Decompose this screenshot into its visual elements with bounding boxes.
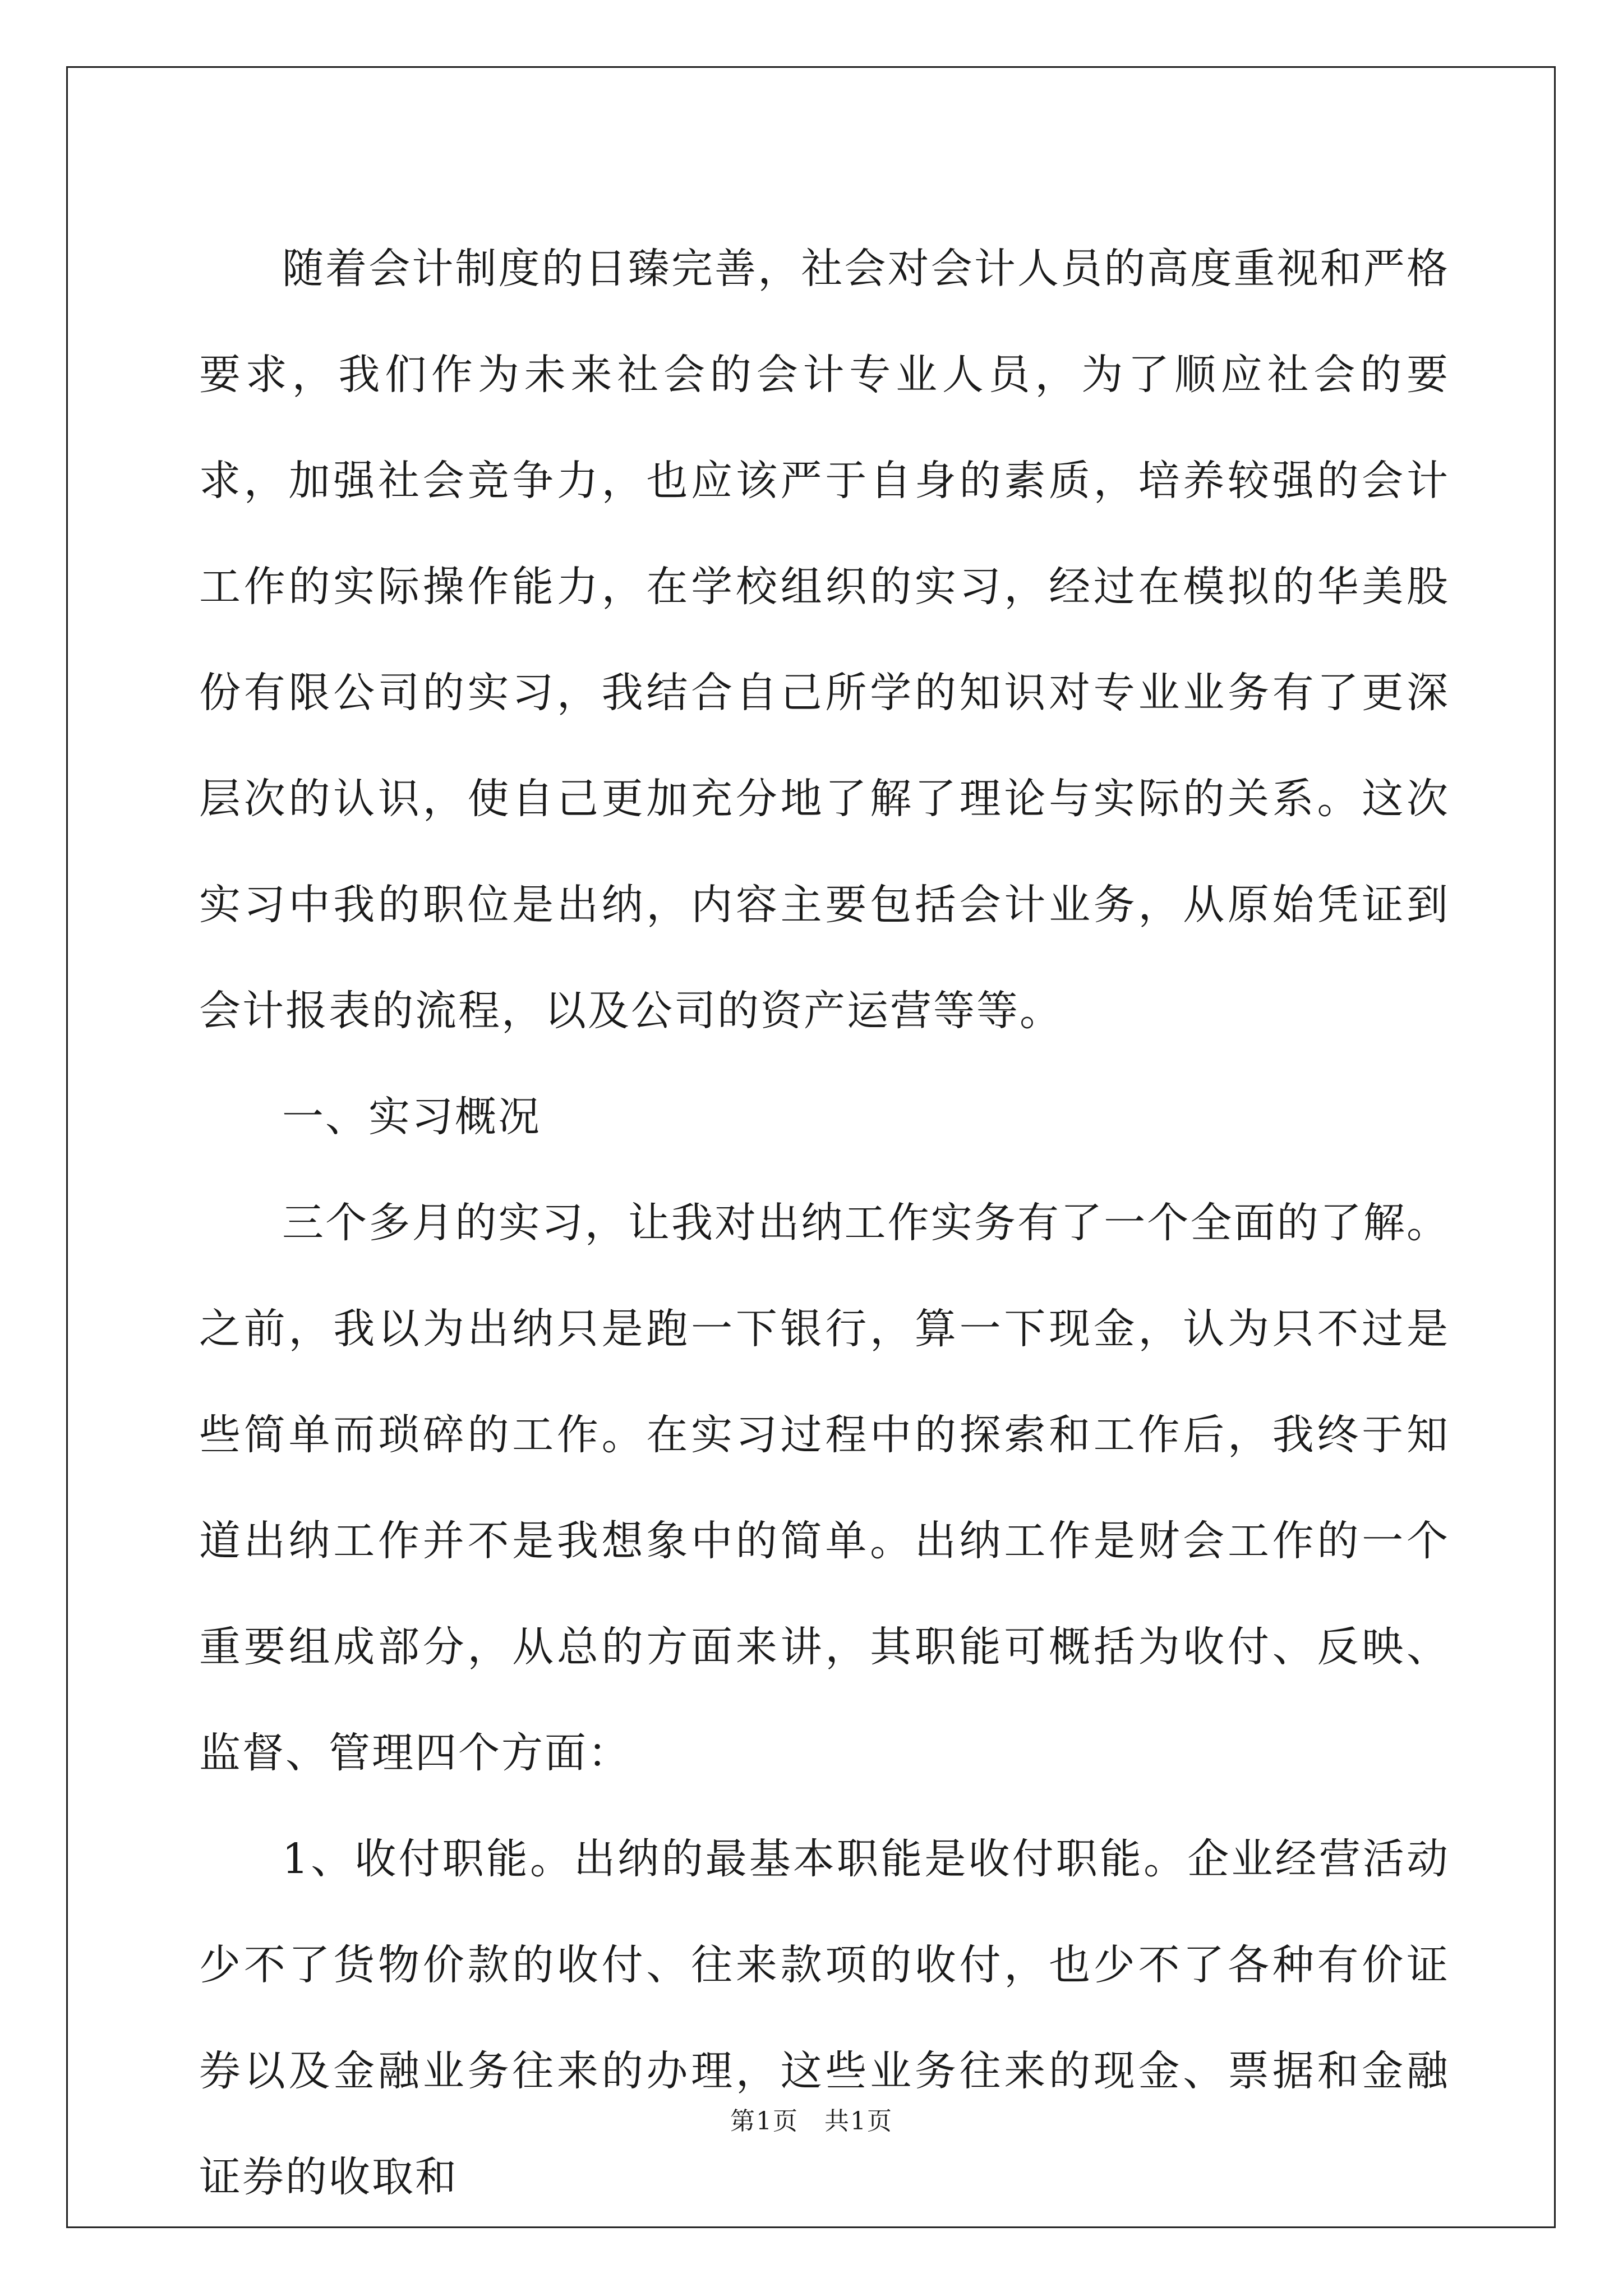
paragraph-overview: 三个多月的实习，让我对出纳工作实务有了一个全面的了解。之前，我以为出纳只是跑一下银行，算一下现金，认为只不过是些简单而琐碎的工作。在实习过程中的探索和工作后，我终于知道出纳工作并不是我想象中的简单。出纳工作是财会工作的一个重要组成部分，从总的方面来讲，其职能可概括为收付、反映、监督、管理四个方面： xyxy=(199,1199,1450,1777)
section-heading: 一、实习概况 xyxy=(282,1093,541,1141)
page-footer: 第1页 共1页 xyxy=(730,2107,893,2136)
document-body xyxy=(199,216,1450,2230)
paragraph-intro: 随着会计制度的日臻完善，社会对会计人员的高度重视和严格要求，我们作为未来社会的会计专业人员，为了顺应社会的要求，加强社会竞争力，也应该严于自身的素质，培养较强的会计工作的实际操作能力，在学校组织的实习，经过在模拟的华美股份有限公司的实习，我结合自己所学的知识对专业业务有了更深层次的认识，使自己更加充分地了解了理论与实际的关系。这次实习中我的职位是出纳，内容主要包括会计业务，从原始凭证到会计报表的流程，以及公司的资产运营等等。 xyxy=(199,245,1450,1035)
paragraph-collection-function: 1、收付职能。出纳的最基本职能是收付职能。企业经营活动少不了货物价款的收付、往来款项的收付，也少不了各种有价证券以及金融业务往来的办理，这些业务往来的现金、票据和金融证券的收取和 xyxy=(199,1835,1450,2201)
